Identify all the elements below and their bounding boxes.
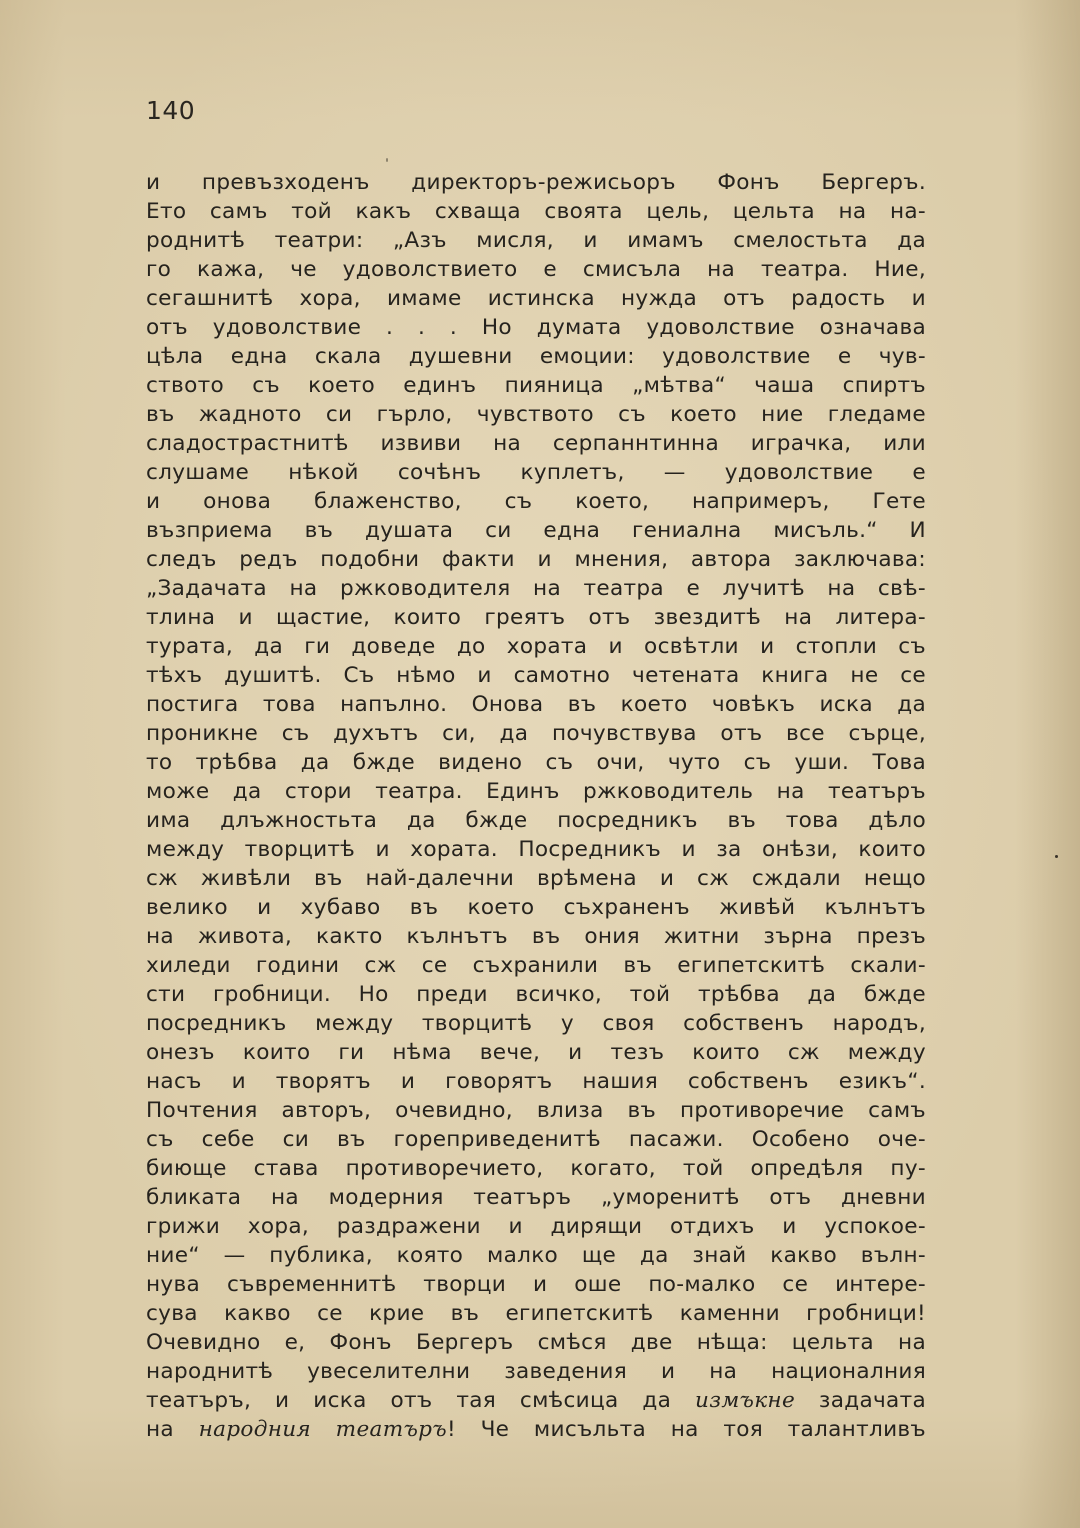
text-line: сти гробници. Но преди всичко, той трѣбва да бжде [146,982,926,1007]
text-line: турата, да ги доведе до хората и освѣтли и стопли съ [146,634,926,659]
page-number: 140 [146,96,196,125]
text-line: народнитѣ увеселителни заведения и на националния [146,1359,926,1384]
text-span: задачата [795,1388,926,1413]
body-text [146,168,926,1444]
text-line: сладострастнитѣ извиви на серпаннтинна играчка, или [146,431,926,456]
text-line: между творцитѣ и хората. Посредникъ и за онѣзи, които [146,837,926,862]
text-line: Очевидно е, Фонъ Бергеръ смѣся две нѣща: цельта на [146,1330,926,1355]
text-line: насъ и творятъ и говорятъ нашия собственъ езикъ“. [146,1069,926,1094]
text-line: съ себе си въ гореприведенитѣ пасажи. Особено оче- [146,1127,926,1152]
italic-emphasis: народния театъръ [198,1417,447,1442]
text-span: на [146,1417,199,1442]
text-line: сува какво се крие въ египетскитѣ каменни гробници! [146,1301,926,1326]
paper-speck [1055,855,1058,858]
text-line: роднитѣ театри: „Азъ мисля, и имамъ смелостьта да [146,228,926,253]
text-line: ството съ което единъ пияница „мѣтва“ чаша спиртъ [146,373,926,398]
text-line: онезъ които ги нѣма вече, и тезъ които сж между [146,1040,926,1065]
text-line: ние“ — публика, която малко ще да знай какво вълн- [146,1243,926,1268]
text-line: проникне съ духътъ си, да почувствува отъ все сърце, [146,721,926,746]
italic-emphasis: измъкне [695,1388,796,1413]
text-line: „Задачата на ржководителя на театра е лучитѣ на свѣ- [146,576,926,601]
text-line: нува съвременнитѣ творци и оше по-малко се интере- [146,1272,926,1297]
text-line: възприема въ душата си една гениална мисъль.“ И [146,518,926,543]
text-line: Ето самъ той какъ схваща своята цель, цельта на на- [146,199,926,224]
text-line: го кажа, че удоволствието е смисъла на театра. Ние, [146,257,926,282]
text-line: цѣла една скала душевни емоции: удоволствие е чув- [146,344,926,369]
text-line: на живота, както кълнътъ въ ония житни зърна презъ [146,924,926,949]
text-line: слушаме нѣкой сочѣнъ куплетъ, — удоволствие е [146,460,926,485]
text-line: хиледи години сж се съхранили въ египетскитѣ скали- [146,953,926,978]
text-line: и онова блаженство, съ което, напримеръ, Гете [146,489,926,514]
text-line: тлина и щастие, които греятъ отъ звездитѣ на литера- [146,605,926,630]
text-line: велико и хубаво въ което съхраненъ живѣй кълнътъ [146,895,926,920]
text-line: сж живѣли въ най-далечни врѣмена и сж сждали нещо [146,866,926,891]
text-line: има длъжностьта да бжде посредникъ въ това дѣло [146,808,926,833]
paper-speck [386,158,388,162]
text-line: то трѣбва да бжде видено съ очи, чуто съ уши. Това [146,750,926,775]
text-span: театъръ, и иска отъ тая смѣсица да [146,1388,696,1413]
text-line: грижи хора, раздражени и дирящи отдихъ и успокое- [146,1214,926,1239]
text-line: и превъзходенъ директоръ-режисьоръ Фонъ Бергеръ. [146,170,926,195]
text-line: отъ удоволствие . . . Но думата удоволствие означава [146,315,926,340]
text-line-with-italic [146,1415,926,1444]
text-line-with-italic [146,1386,926,1415]
text-line: биюще става противоречието, когато, той опредѣля пу- [146,1156,926,1181]
text-line: може да стори театра. Единъ ржководитель на театъръ [146,779,926,804]
text-line: тѣхъ душитѣ. Съ нѣмо и самотно четената книга не се [146,663,926,688]
text-line: постига това напълно. Онова въ което човѣкъ иска да [146,692,926,717]
text-line: бликата на модерния театъръ „уморенитѣ отъ дневни [146,1185,926,1210]
text-line: въ жадното си гърло, чувството съ което ние гледаме [146,402,926,427]
text-span: ! Че мисъльта на тоя талантливъ [446,1417,926,1442]
text-line: сегашнитѣ хора, имаме истинска нужда отъ радость и [146,286,926,311]
text-line: Почтения авторъ, очевидно, влиза въ противоречие самъ [146,1098,926,1123]
text-line: следъ редъ подобни факти и мнения, автора заключава: [146,547,926,572]
text-line: посредникъ между творцитѣ у своя собственъ народъ, [146,1011,926,1036]
